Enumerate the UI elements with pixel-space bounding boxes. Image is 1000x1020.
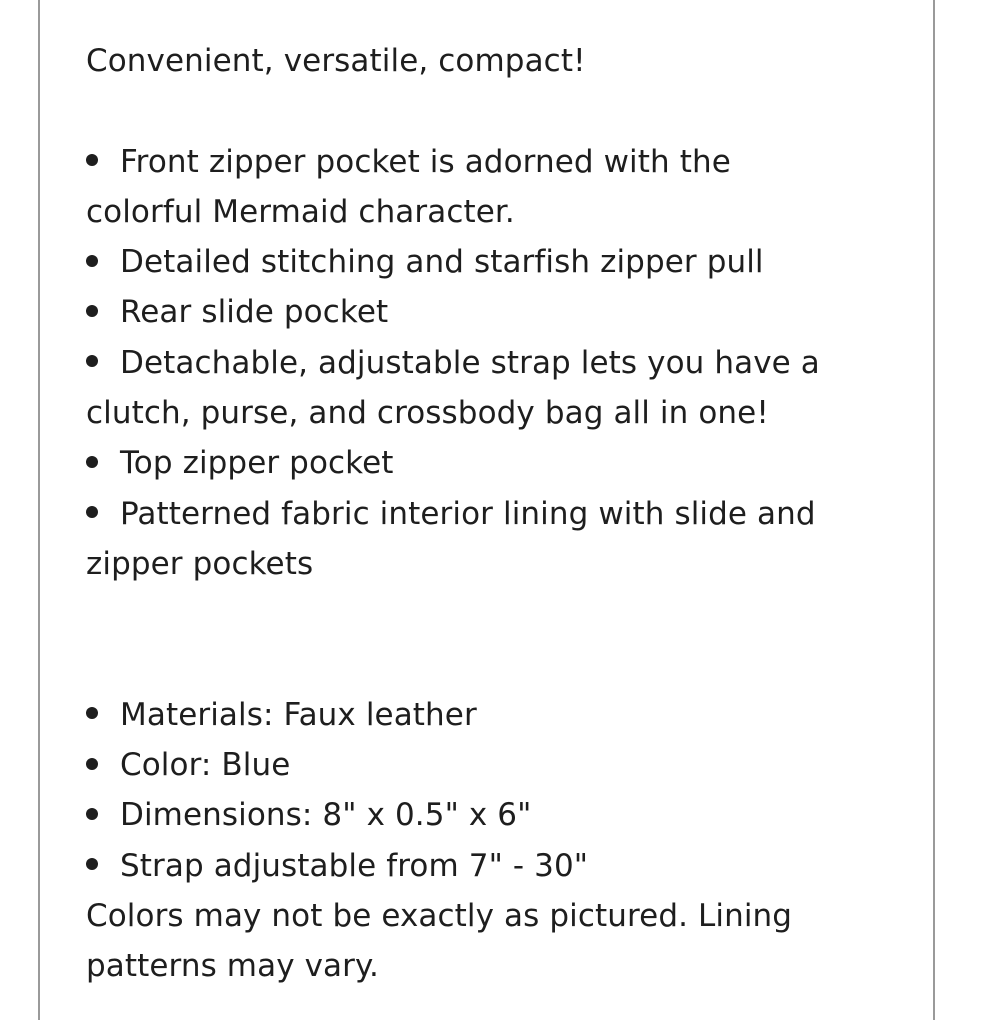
product-description-card [38, 0, 935, 1020]
list-item [86, 338, 916, 388]
spacer [86, 589, 916, 690]
list-item [86, 237, 916, 287]
spec-item-text: Materials: Faux leather [120, 696, 477, 733]
intro-text: Convenient, versatile, compact! [86, 43, 586, 79]
disclaimer-text-continuation: patterns may vary. [86, 948, 379, 985]
spec-item-text: Strap adjustable from 7" - 30" [120, 847, 589, 884]
spec-item [86, 740, 916, 790]
list-item [86, 489, 916, 539]
spec-item-text: Color: Blue [120, 747, 291, 784]
list-item-continuation: colorful Mermaid character. [86, 193, 515, 230]
spec-item-text: Dimensions: 8" x 0.5" x 6" [120, 797, 532, 834]
spec-list [86, 690, 916, 891]
spacer [86, 86, 916, 136]
disclaimer-text: Colors may not be exactly as pictured. Lining [86, 898, 793, 935]
list-item-text: Front zipper pocket is adorned with the [120, 143, 731, 180]
list-item-text: Top zipper pocket [120, 445, 394, 482]
spec-item [86, 841, 916, 891]
spec-item [86, 790, 916, 840]
feature-list [86, 137, 916, 590]
list-item-continuation: clutch, purse, and crossbody bag all in one! [86, 395, 769, 432]
list-item-text: Rear slide pocket [120, 294, 389, 331]
product-description [86, 36, 916, 992]
list-item-text: Detailed stitching and starfish zipper pull [120, 244, 764, 281]
spec-item [86, 690, 916, 740]
list-item-text: Patterned fabric interior lining with slide and [120, 495, 816, 532]
list-item [86, 438, 916, 488]
list-item [86, 137, 916, 187]
list-item-text: Detachable, adjustable strap lets you have a [120, 344, 820, 381]
list-item [86, 287, 916, 337]
list-item-continuation: zipper pockets [86, 545, 314, 582]
